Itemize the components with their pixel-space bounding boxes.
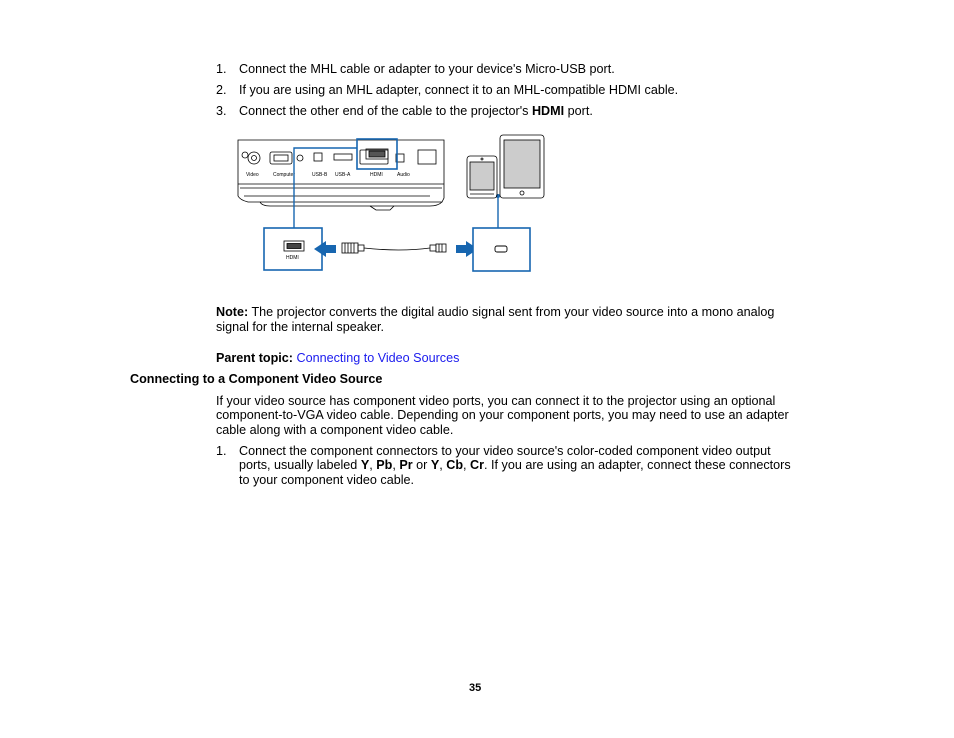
mhl-connection-figure [230,128,560,276]
step-text [239,104,593,119]
port-label-usb-a: USB-A [335,172,351,178]
label-pb: Pb [376,458,393,472]
hdmi-box-label: HDMI [286,255,299,261]
cable-illustration [342,243,446,253]
port-labels [246,172,410,178]
note-label: Note: [216,305,249,319]
step-text: If you are using an MHL adapter, connect it to an MHL-compatible HDMI cable. [239,83,679,97]
step-number: 2. [216,83,227,97]
step-number: 1. [216,444,227,458]
text-run: , [463,458,471,472]
section-heading: Connecting to a Component Video Source [130,372,383,386]
micro-usb-detail-box [473,228,530,271]
text-run: or [412,458,431,472]
note-text: The projector converts the digital audio signal sent from your video source into a mono analog [248,305,775,319]
label-cb: Cb [446,458,464,472]
step-number: 3. [216,104,227,118]
text-run: ports, usually labeled [239,458,361,472]
step-component-line-1: Connect the component connectors to your video source's color-coded component video output [239,444,771,458]
port-label-video: Video [246,172,259,178]
step-3 [0,104,954,119]
step-text-post: port. [564,104,593,118]
intro-line: component-to-VGA video cable. Depending on your component ports, you may need to use an adapter [216,408,789,422]
intro-line: If your video source has component video ports, you can connect it to the projector using an optional [216,394,776,408]
parent-topic-link[interactable]: Connecting to Video Sources [296,351,460,365]
parent-topic [216,351,459,366]
note-line-2: signal for the internal speaker. [216,320,385,334]
step-text: Connect the MHL cable or adapter to your device's Micro-USB port. [239,62,615,76]
label-pr: Pr [399,458,413,472]
step-component-line-3: to your component video cable. [239,473,415,487]
port-label-usb-b: USB-B [312,172,328,178]
step-1 [0,62,954,77]
port-label-computer: Computer [273,172,295,178]
step-number: 1. [216,62,227,76]
step-text-pre: Connect the other end of the cable to the projector's [239,104,532,118]
port-label-audio: Audio [397,172,410,178]
hdmi-port-bold: HDMI [531,104,565,118]
parent-topic-label: Parent topic: [216,351,293,365]
page-number: 35 [469,682,482,694]
step-component-line-2 [239,458,791,473]
port-label-hdmi: HDMI [370,172,383,178]
text-run: , [392,458,400,472]
hdmi-port-icon [366,149,388,159]
intro-line: cable along with a component video cable. [216,423,454,437]
text-run: , [369,458,377,472]
text-run: , [439,458,447,472]
text-run: . If you are using an adapter, connect these connectors [484,458,791,472]
smartphone-icon [467,156,497,198]
hdmi-detail-box [264,228,322,270]
label-cr: Cr [470,458,485,472]
tablet-icon [500,135,544,198]
label-y: Y [360,458,370,472]
note-line-1 [216,305,774,320]
label-y: Y [430,458,440,472]
step-2 [0,83,954,98]
